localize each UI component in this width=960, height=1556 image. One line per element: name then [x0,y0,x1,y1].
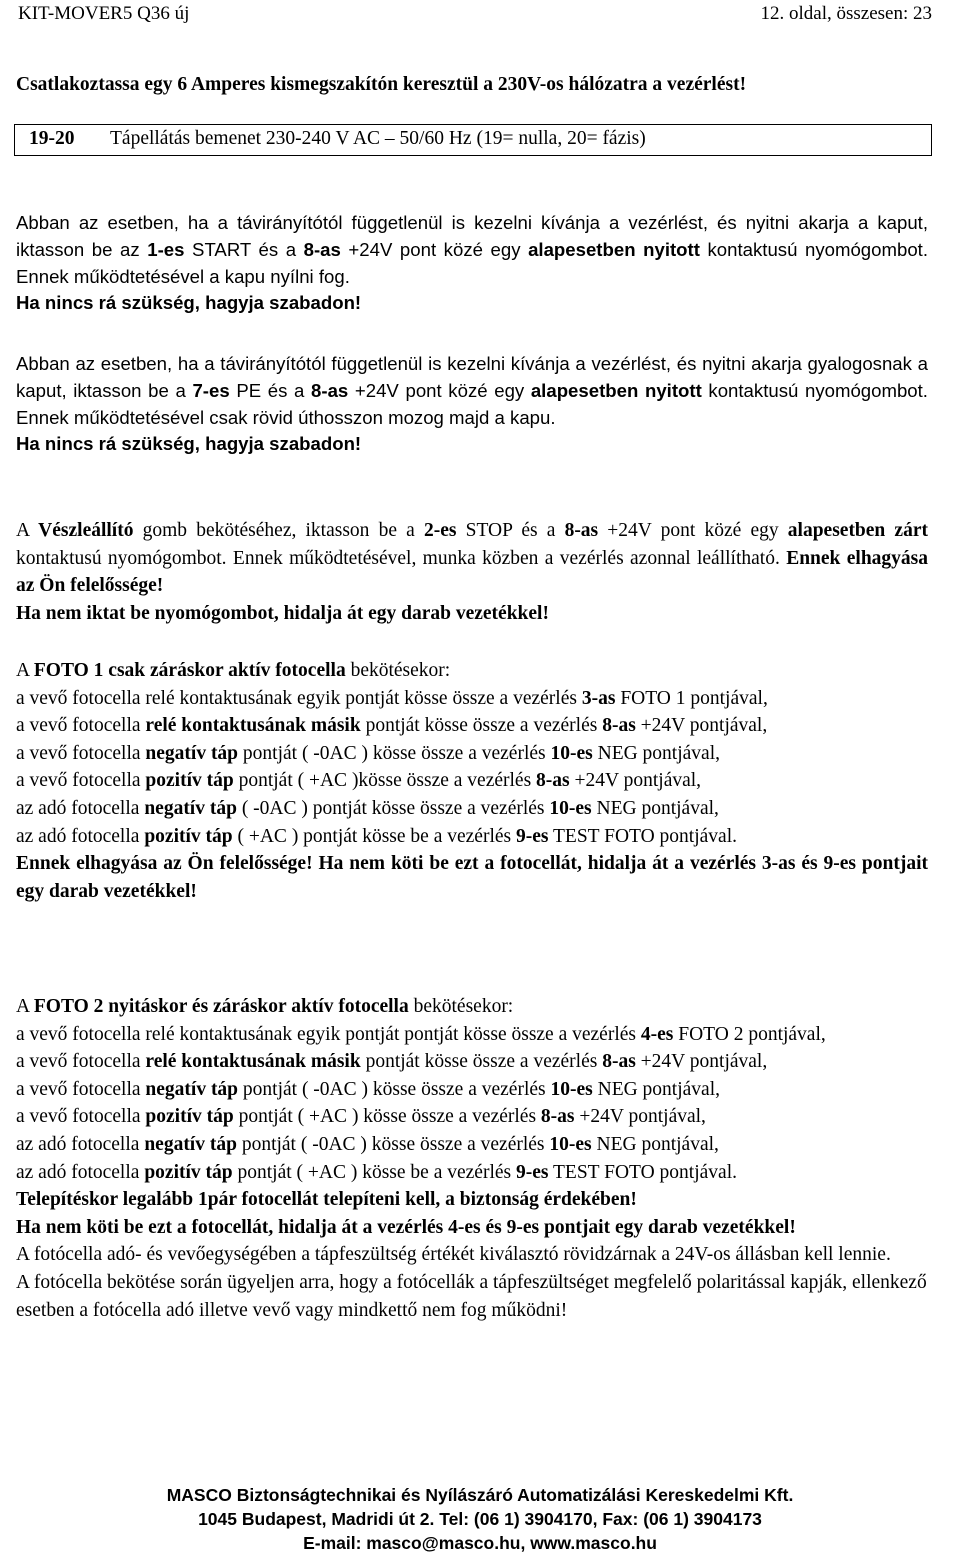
text-run: +24V pont közé egy [340,238,529,260]
emphasis: relé kontaktusának másik [145,1051,361,1073]
terminal-ref: 9-es [515,1161,549,1183]
text-run: +24V pontjával, [569,770,702,792]
emphasis: FOTO 2 nyitáskor és záráskor aktív fotocella [33,996,409,1017]
warning-note: Telepítéskor legalább 1pár fotocellát telepíteni kell, a biztonság érdekében! [16,1189,637,1211]
terminal-number: 19-20 [29,128,75,149]
text-run: kontaktusú nyomógombot. Ennek működtetésével csak rövid úthosszon mozog majd a kapu. [16,379,928,428]
text-run: NEG pontjával, [591,1133,719,1155]
wiring-step [16,1048,928,1076]
text-run: NEG pontjával, [592,742,720,764]
text-run: kontaktusú nyomógombot. Ennek működtetésével, munka közben a vezérlés azonnal leállítható. [16,547,787,569]
text-run: ( -0AC ) pontját kösse össze a vezérlés [236,797,550,819]
text-run: +24V pont közé egy [348,379,531,401]
text-run: a vevő fotocella [16,1051,146,1073]
text-run: az adó fotocella [16,1161,145,1183]
emphasis: negatív táp [145,1078,239,1100]
emphasis: relé kontaktusának másik [145,715,361,737]
text-run: a vevő fotocella [16,1078,146,1100]
company-name: MASCO Biztonságtechnikai és Nyílászáró Automatizálási Kereskedelmi Kft. [166,1485,794,1505]
company-address: 1045 Budapest, Madridi út 2. Tel: (06 1) 3904170, Fax: (06 1) 3904173 [198,1509,762,1529]
warning-note: Ha nem iktat be nyomógombot, hidalja át egy darab vezetékkel! [16,602,549,624]
terminal-ref: 2-es [423,520,457,541]
text-run: ( +AC ) pontját kösse be a vezérlés [232,825,516,847]
wiring-step [16,1103,928,1131]
emphasis: negatív táp [144,797,237,819]
text-run: kontaktusú nyomógombot. Ennek működtetésével a kapu nyílni fog. [16,238,928,287]
text-run: A [16,660,34,681]
wiring-step [16,767,928,795]
terminal-ref: 8-as [564,520,599,541]
wiring-step [16,685,928,713]
foto1-warning [16,850,928,905]
terminal-box [14,124,932,156]
wiring-step [16,1021,928,1049]
text-run: Abban az esetben, ha a távirányítótól függetlenül is kezelni kívánja a vezérlést, és nyitni akarja gyalogosnak a kaput, iktasson be a [16,353,928,401]
section-heading: Csatlakoztassa egy 6 Amperes kismegszakítón keresztül a 230V-os hálózatra a vezérlést! [16,74,747,95]
text-run: bekötésekor: [345,660,451,681]
text-run: bekötésekor: [408,996,514,1017]
emphasis: alapesetben nyitott [530,379,702,401]
emphasis: pozitív táp [144,1161,233,1183]
terminal-ref: 10-es [550,1078,593,1100]
emphasis: alapesetben zárt [787,520,928,541]
wiring-step [16,1131,928,1159]
terminal-ref: 8-as [536,770,570,792]
terminal-ref: 8-as [602,1051,636,1073]
warning-note: Ennek elhagyása az Ön felelőssége! [16,547,929,597]
text-run: a vevő fotocella [16,1106,146,1128]
text-run: pontját ( +AC ) kösse be a vezérlés [232,1161,516,1183]
terminal-ref: 10-es [550,742,593,764]
text-run: gomb bekötéséhez, iktasson be a [133,520,424,541]
terminal-ref: 3-as [581,687,616,709]
text-run: pontját ( -0AC ) kösse össze a vezérlés [238,1078,551,1100]
text-run: PE és a [229,379,312,401]
foto1-section [16,657,928,905]
text-run: +24V pontjával, [635,715,768,737]
wiring-step [16,823,928,851]
text-run: +24V pont közé egy [598,520,788,541]
text-run: a vevő fotocella [16,742,146,764]
wiring-step [16,795,928,823]
text-run: az adó fotocella [16,797,145,819]
foto2-section [16,993,928,1324]
terminal-ref: 4-es [640,1023,674,1045]
text-run: FOTO 1 pontjával, [615,687,768,709]
text-run: a vevő fotocella [16,770,146,792]
voltage-jumper-note: A fotócella adó- és vevőegységében a tápfeszültség értékét kiválasztó rövidzárnak a 24V-os állásban kell lennie. [16,1244,891,1266]
page-number: 12. oldal, összesen: 23 [760,3,932,24]
emphasis: negatív táp [145,742,239,764]
warning-note: Ha nincs rá szükség, hagyja szabadon! [16,292,362,314]
emphasis: Vészleállító [38,520,134,541]
text-run: az adó fotocella [16,1133,145,1155]
text-run: TEST FOTO pontjával. [548,1161,737,1183]
terminal-ref: 1-es [147,238,185,260]
terminal-ref: 10-es [549,797,592,819]
wiring-step [16,1159,928,1187]
foto1-intro [16,657,928,685]
text-run: Abban az esetben, ha a távirányítótól függetlenül is kezelni kívánja a vezérlést, és nyitni akarja a kaput, iktasson be az [16,212,928,260]
warning-note: Ennek elhagyása az Ön felelőssége! Ha nem köti be ezt a fotocellát, hidalja át a vezérlés 3-as és 9-es pontjait egy darab vezetékkel! [16,853,928,902]
terminal-ref: 8-as [311,379,349,401]
warning-note: Ha nincs rá szükség, hagyja szabadon! [16,433,362,455]
text-run: NEG pontjával, [592,1078,720,1100]
warning-note: Ha nem köti be ezt a fotocellát, hidalja át a vezérlés 4-es és 9-es pontjait egy darab vezetékkel! [16,1216,796,1238]
start-button-paragraph [16,210,928,317]
text-run: A [16,520,39,541]
emphasis: pozitív táp [144,825,233,847]
text-run: pontját kösse össze a vezérlés [360,1051,603,1073]
terminal-ref: 8-as [303,238,341,260]
page-footer [0,1483,960,1555]
emphasis: FOTO 1 csak záráskor aktív fotocella [33,660,346,681]
page-header [18,3,932,31]
emphasis: alapesetben nyitott [528,238,700,260]
text-run: pontját kösse össze a vezérlés [360,715,603,737]
wiring-step [16,740,928,768]
foto2-warning-bridge [16,1214,928,1242]
text-run: FOTO 2 pontjával, [673,1023,826,1045]
text-run: a vevő fotocella relé kontaktusának egyik pontját pontját kösse össze a vezérlés [16,1023,641,1045]
company-contact: E-mail: masco@masco.hu, www.masco.hu [303,1533,657,1553]
pedestrian-button-paragraph [16,351,928,458]
emphasis: negatív táp [144,1133,237,1155]
terminal-ref: 7-es [192,379,230,401]
text-run: START és a [184,238,304,260]
text-run: +24V pontjával, [635,1051,768,1073]
text-run: STOP és a [456,520,565,541]
text-run: NEG pontjával, [591,797,719,819]
terminal-description: Tápellátás bemenet 230-240 V AC – 50/60 Hz (19= nulla, 20= fázis) [110,128,646,149]
text-run: az adó fotocella [16,825,145,847]
text-run: pontját ( +AC )kösse össze a vezérlés [233,770,537,792]
wiring-step [16,712,928,740]
polarity-note: A fotócella bekötése során ügyeljen arra, hogy a fotócellák a tápfeszültséget megfelelő polaritással kapják, ellenkező esetben a fotócella adó illetve vevő vagy mindkettő nem fog működni! [16,1271,927,1321]
text-run: pontját ( -0AC ) kösse össze a vezérlés [238,742,551,764]
terminal-ref: 8-as [540,1106,575,1128]
text-run: pontját ( -0AC ) kösse össze a vezérlés [236,1133,550,1155]
text-run: a vevő fotocella relé kontaktusának egyik pontját kösse össze a vezérlés [16,687,582,709]
emergency-stop-paragraph [16,517,928,627]
emphasis: pozitív táp [145,1106,234,1128]
terminal-ref: 9-es [515,825,549,847]
emphasis: pozitív táp [145,770,234,792]
wiring-step [16,1076,928,1104]
terminal-ref: 10-es [549,1133,592,1155]
text-run: a vevő fotocella [16,715,146,737]
text-run: +24V pontjával, [574,1106,706,1128]
terminal-ref: 8-as [602,715,636,737]
document-id: KIT-MOVER5 Q36 új [18,3,190,24]
text-run: A [16,996,34,1017]
foto2-warning-safety [16,1186,928,1214]
foto2-intro [16,993,928,1021]
text-run: pontját ( +AC ) kösse össze a vezérlés [233,1106,541,1128]
text-run: TEST FOTO pontjával. [548,825,737,847]
